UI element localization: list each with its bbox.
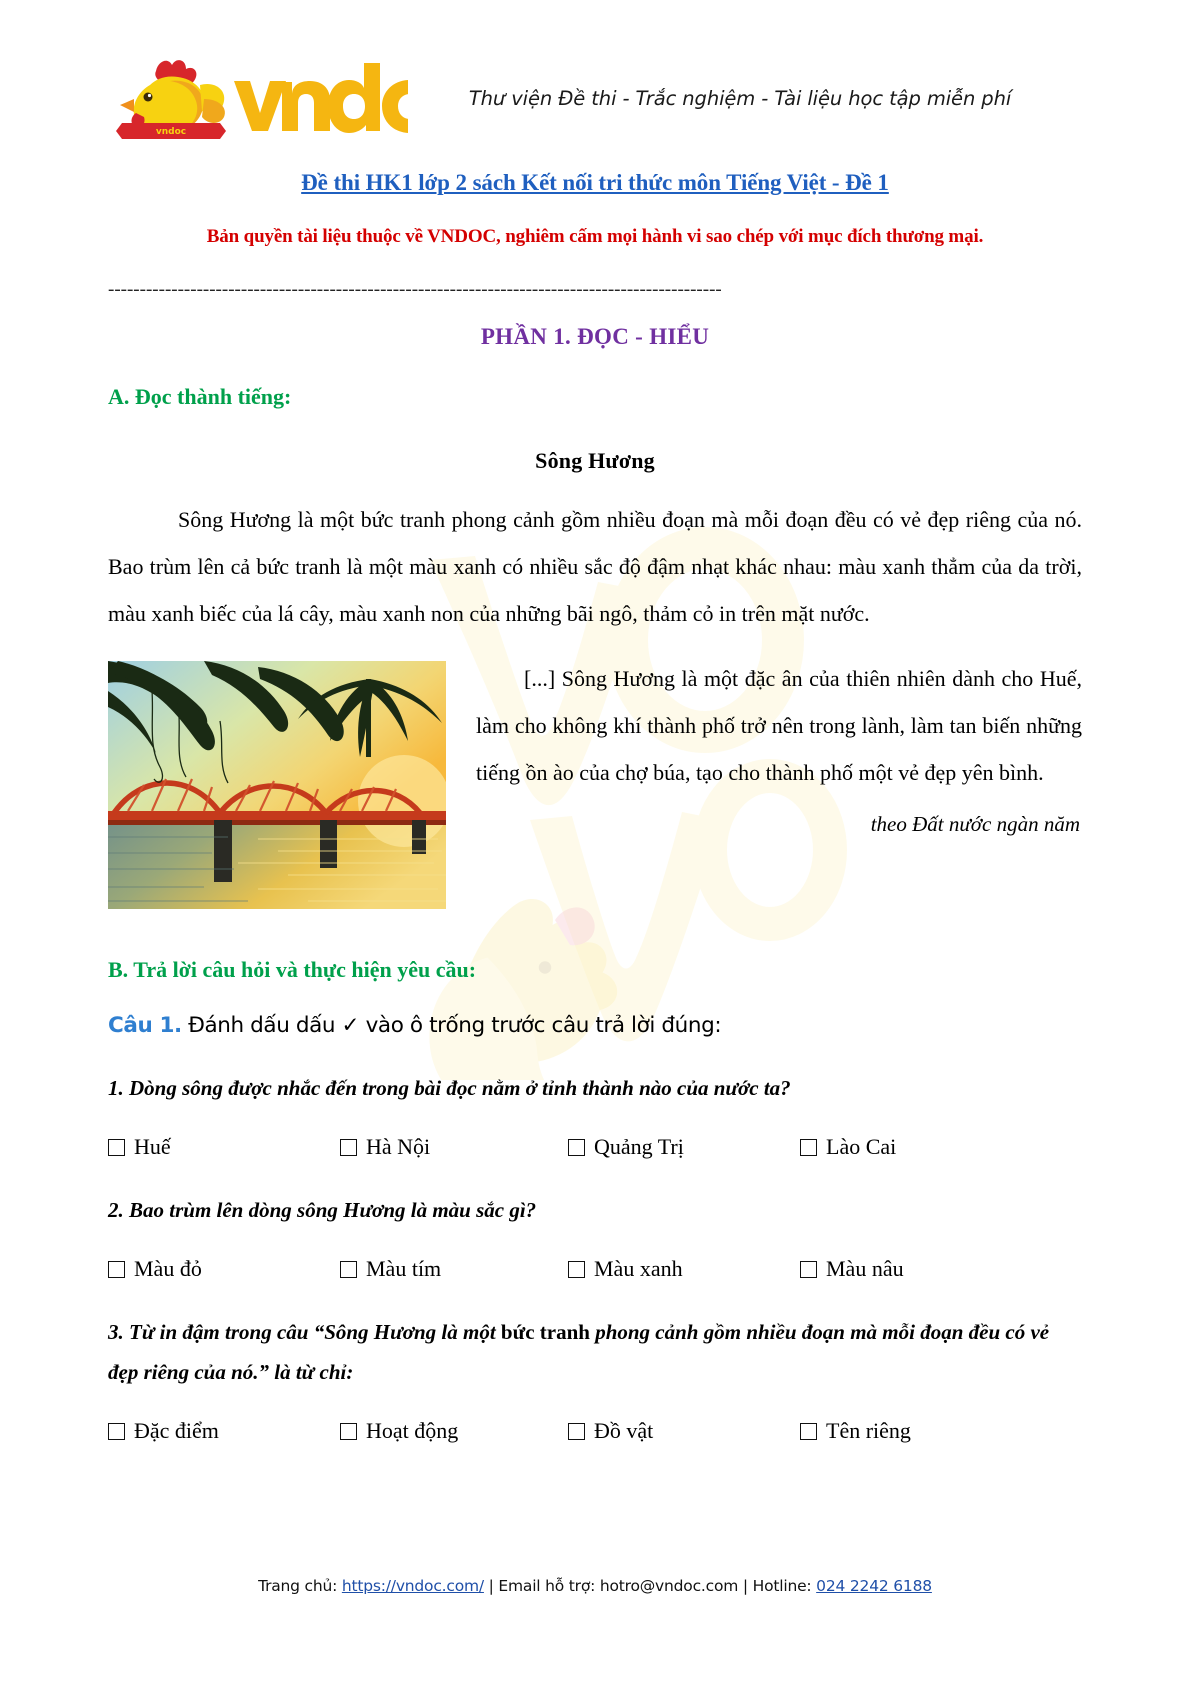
checkbox-icon[interactable] [108,1139,125,1156]
question-2-options [108,1256,1082,1282]
checkbox-icon[interactable] [800,1423,817,1440]
option-label: Màu nâu [826,1256,904,1281]
question-3-bold-word: bức tranh [500,1320,590,1344]
checkbox-icon[interactable] [800,1261,817,1278]
option-label: Hoạt động [366,1418,459,1443]
vndoc-logo [108,55,438,141]
question-3-text [108,1312,1082,1392]
question-1-body: Dòng sông được nhắc đến trong bài đọc nằm ở tỉnh thành nào của nước ta? [123,1076,791,1100]
page-header [108,52,1082,144]
option-label: Quảng Trị [594,1134,684,1159]
figure-and-text-block [108,655,1082,917]
option-1-2[interactable] [340,1134,568,1160]
section-b-heading: B. Trả lời câu hỏi và thực hiện yêu cầu: [108,957,477,982]
question-3-body-part-1: Từ in đậm trong câu “Sông Hương là một [123,1320,501,1344]
vndoc-wordmark [234,63,408,133]
option-1-3[interactable] [568,1134,800,1160]
footer-home-label: Trang chủ: [258,1577,342,1595]
option-label: Lào Cai [826,1134,897,1159]
option-1-4[interactable] [800,1134,1000,1160]
page-footer [0,1577,1190,1595]
header-tagline: Thư viện Đề thi - Trắc nghiệm - Tài liệu học tập miễn phí [468,86,1012,110]
trang-tien-bridge-photo [108,661,446,909]
rooster-mascot-icon [116,60,226,139]
footer-home-link[interactable]: https://vndoc.com/ [341,1577,484,1595]
reading-paragraph-2: [...] Sông Hương là một đặc ân của thiên nhiên dành cho Huế, làm cho không khí thành phố trở nên trong lành, làm tan biến những tiếng ồn ào của chợ búa, tạo cho thành phố một vẻ đẹp yên bình. [476,666,1082,785]
option-label: Đồ vật [594,1418,654,1443]
footer-email-label: Email hỗ trợ: [498,1577,600,1595]
option-label: Huế [134,1134,171,1159]
reading-passage-title: Sông Hương [535,448,655,473]
option-label: Màu xanh [594,1256,683,1281]
footer-separator-2: | [738,1577,753,1595]
part-title: PHẦN 1. ĐỌC - HIỂU [480,324,710,349]
option-3-4[interactable] [800,1418,1000,1444]
checkbox-icon[interactable] [568,1423,585,1440]
cau-1-instruction-before: Đánh dấu dấu [181,1013,342,1038]
checkbox-icon[interactable] [340,1139,357,1156]
cau-1-label: Câu 1. [108,1013,182,1038]
passage-attribution: theo Đất nước ngàn năm [870,812,1080,836]
option-label: Đặc điểm [134,1418,219,1443]
cau-1-instruction-after: vào ô trống trước câu trả lời đúng: [359,1013,722,1038]
question-2-body: Bao trùm lên dòng sông Hương là màu sắc gì? [123,1198,537,1222]
page-title: Đề thi HK1 lớp 2 sách Kết nối tri thức môn Tiếng Việt - Đề 1 [301,170,889,195]
question-1-options [108,1134,1082,1160]
section-a-heading: A. Đọc thành tiếng: [108,384,292,409]
footer-separator-1: | [483,1577,499,1595]
copyright-notice: Bản quyền tài liệu thuộc về VNDOC, nghiêm cấm mọi hành vi sao chép với mục đích thương mại. [206,226,984,247]
option-1-1[interactable] [108,1134,340,1160]
option-3-3[interactable] [568,1418,800,1444]
checkbox-icon[interactable] [800,1139,817,1156]
cau-1-instruction [108,1013,1082,1038]
option-3-1[interactable] [108,1418,340,1444]
checkbox-icon[interactable] [340,1423,357,1440]
reading-paragraph-1: Sông Hương là một bức tranh phong cảnh gồm nhiều đoạn mà mỗi đoạn đều có vẻ đẹp riêng của nó. Bao trùm lên cả bức tranh là một màu xanh có nhiều sắc độ đậm nhạt khác nhau: màu xanh thẳm của da trời, màu xanh biếc của lá cây, màu xanh non của những bãi ngô, thảm cỏ in trên mặt nước. [108,507,1082,626]
question-3-number: 3. [108,1320,124,1344]
check-mark-icon: ✓ [341,1013,360,1038]
checkbox-icon[interactable] [108,1261,125,1278]
dashed-divider: ------------------------------------------------------------------------------------------------- [108,279,722,300]
option-label: Hà Nội [366,1134,431,1159]
option-2-2[interactable] [340,1256,568,1282]
option-2-4[interactable] [800,1256,1000,1282]
question-2-number: 2. [108,1198,124,1222]
checkbox-icon[interactable] [568,1261,585,1278]
option-2-1[interactable] [108,1256,340,1282]
footer-email-value[interactable]: hotro@vndoc.com [599,1577,739,1595]
footer-hotline-label: Hotline: [752,1577,817,1595]
option-3-2[interactable] [340,1418,568,1444]
question-2-text [108,1190,1082,1230]
question-1-text [108,1068,1082,1108]
question-1-number: 1. [108,1076,124,1100]
option-label: Màu tím [366,1256,442,1281]
checkbox-icon[interactable] [568,1139,585,1156]
checkbox-icon[interactable] [340,1261,357,1278]
svg-text:vndoc: vndoc [155,127,187,137]
question-3-options [108,1418,1082,1444]
option-label: Tên riêng [826,1418,911,1443]
question-3-body-part-2: phong cảnh gồm nhiều đoạn mà mỗi đoạn đều có vẻ đẹp riêng của nó.” là từ chỉ: [108,1320,1050,1384]
checkbox-icon[interactable] [108,1423,125,1440]
option-label: Màu đỏ [134,1256,202,1281]
option-2-3[interactable] [568,1256,800,1282]
footer-hotline-number[interactable]: 024 2242 6188 [816,1577,932,1595]
